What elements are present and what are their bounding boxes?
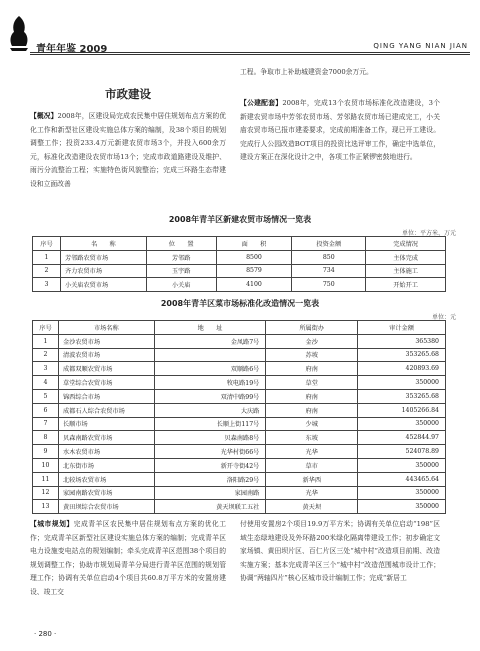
table-cell: 小关庙 [146, 278, 216, 292]
table-row [33, 389, 446, 403]
urban-planning-paragraph [30, 518, 226, 600]
table-cell: 苏坡 [266, 348, 358, 362]
table-cell: 4100 [216, 278, 292, 292]
table-row [33, 486, 446, 500]
table-row [33, 403, 446, 417]
table-cell: 850 [292, 250, 366, 264]
col-header: 序号 [33, 237, 61, 251]
table-cell: 府南 [266, 403, 358, 417]
table-cell: 3 [33, 278, 61, 292]
table-cell: 5 [33, 389, 59, 403]
table-cell: 大庆路 [154, 403, 266, 417]
col-header: 所属街办 [266, 321, 358, 335]
new-market-table [32, 236, 446, 292]
table-cell: 1 [33, 250, 61, 264]
table-cell: 家园南路农贸市场 [58, 486, 154, 500]
table-cell: 主体完成 [366, 250, 446, 264]
table-cell: 350000 [358, 417, 446, 431]
urban-planning-text: 完成青羊区农民集中居住规划布点方案的优化工作；完成青羊区新型社区建设实施总体方案的编制；完成青羊区电力设施变电站点的规划编制；牵头完成青羊区范围38个项目的规划调整工作；协助市规划局青羊分局进行青羊区范围的规划管理工作；协调有关单位启动4个项目共60.8万平方米的安置房建设、竣工交 [30, 520, 227, 596]
table-cell: 成都石人综合农贸市场 [58, 403, 154, 417]
table-header-row [33, 237, 446, 251]
table-cell: 524078.89 [358, 445, 446, 459]
continuation-text: 工程。争取市上补助城建资金7000余万元。 [240, 68, 373, 76]
table-row [33, 264, 446, 278]
col-header: 地 址 [154, 321, 266, 335]
table-cell: 3 [33, 362, 59, 376]
table-row [33, 376, 446, 390]
table-cell: 8 [33, 431, 59, 445]
table-cell: 1 [33, 334, 59, 348]
table-cell: 双清中路99号 [154, 389, 266, 403]
table-cell: 芳邻路农贸市场 [60, 250, 146, 264]
urban-planning-tag: 【城市规划】 [30, 520, 74, 528]
table-cell: 光华 [266, 445, 358, 459]
table-cell: 小关庙农贸市场 [60, 278, 146, 292]
table-cell: 草堂 [266, 376, 358, 390]
table2-title: 2008年青羊区菜市场标准化改造情况一览表 [160, 299, 320, 308]
table-cell: 8500 [216, 250, 292, 264]
table-cell: 420893.69 [358, 362, 446, 376]
table-row [33, 417, 446, 431]
table-cell: 353265.68 [358, 348, 446, 362]
urban-planning-continuation-text: 付使用安置房2个项目19.9万平方米；协调有关单位启动“198”区域生态绿地建设及外环路200米绿化隔离带建设工作；初步确定文家场镇、黄田坝片区、百仁片区三处“城中村”改造项目前期、改造实施方案；基本完成青羊区三个“城中村”改造范围城市设计工作；协调“两轴四片”核心区城市设计编制工作；完成“新居工 [240, 520, 440, 583]
section-title: 市政建设 [105, 87, 151, 101]
table-cell: 750 [292, 278, 366, 292]
table-cell: 家园南路 [154, 486, 266, 500]
table-cell: 贝森南路8号 [154, 431, 266, 445]
table-cell: 少城 [266, 417, 358, 431]
table-cell: 芳邻路 [146, 250, 216, 264]
table-cell: 13 [33, 500, 59, 514]
table-cell: 2 [33, 348, 59, 362]
page-number: · 280 · [34, 630, 57, 638]
overview-tag: 【概况】 [30, 112, 58, 120]
col-header: 名 称 [60, 237, 146, 251]
table-cell: 7 [33, 417, 59, 431]
table-cell: 新开寺街42号 [154, 458, 266, 472]
urban-planning-continuation [240, 518, 440, 586]
table-cell: 草市 [266, 458, 358, 472]
table-cell: 长顺上街117号 [154, 417, 266, 431]
table-cell: 锦西综合市场 [58, 389, 154, 403]
public-facilities-paragraph [240, 97, 440, 165]
table-row [33, 458, 446, 472]
table-cell: 东坡 [266, 431, 358, 445]
table-row [33, 362, 446, 376]
col-header: 审计金额 [358, 321, 446, 335]
col-header: 市场名称 [58, 321, 154, 335]
table-cell: 北较场农贸市场 [58, 472, 154, 486]
table-row [33, 472, 446, 486]
table-cell: 新华西 [266, 472, 358, 486]
table-cell: 洛阳路29号 [154, 472, 266, 486]
table-cell: 353265.68 [358, 389, 446, 403]
table-row [33, 500, 446, 514]
table1-unit: 单位：平方米、万元 [401, 230, 456, 237]
table-cell: 350000 [358, 376, 446, 390]
table-cell: 金沙 [266, 334, 358, 348]
public-facilities-tag: 【公建配套】 [240, 99, 283, 107]
table-cell: 府南 [266, 362, 358, 376]
table-cell: 443465.64 [358, 472, 446, 486]
col-header: 投资金额 [292, 237, 366, 251]
table-cell: 12 [33, 486, 59, 500]
table-cell: 开始开工 [366, 278, 446, 292]
col-header: 面 积 [216, 237, 292, 251]
header-rule-thin [30, 54, 470, 55]
col-header: 完成情况 [366, 237, 446, 251]
table-cell: 主体施工 [366, 264, 446, 278]
table-cell: 2 [33, 264, 61, 278]
overview-paragraph [30, 110, 226, 192]
running-head-english: QING YANG NIAN JIAN [373, 42, 468, 50]
table-cell: 水木农贸市场 [58, 445, 154, 459]
table-cell: 北东街市场 [58, 458, 154, 472]
table-row [33, 431, 446, 445]
table-cell: 11 [33, 472, 59, 486]
table-row [33, 348, 446, 362]
table-cell: 金凤路7号 [154, 334, 266, 348]
table-row [33, 250, 446, 264]
table-row [33, 278, 446, 292]
page-header [0, 0, 480, 60]
table2-unit: 单位：元 [431, 314, 456, 321]
table-row [33, 334, 446, 348]
table-cell: 350000 [358, 500, 446, 514]
yearbook-logo-icon [6, 14, 32, 52]
table-cell: 府南 [266, 389, 358, 403]
table-cell: 双顺路6号 [154, 362, 266, 376]
table-cell: 黄田坝综合农贸市场 [58, 500, 154, 514]
table-cell: 齐力农贸市场 [60, 264, 146, 278]
table-cell: 成都双顺农贸市场 [58, 362, 154, 376]
table-cell: 牧电路19号 [154, 376, 266, 390]
table-header-row [33, 321, 446, 335]
table-cell: 光华村街66号 [154, 445, 266, 459]
table-cell: 金沙农贸市场 [58, 334, 154, 348]
table-cell: 6 [33, 403, 59, 417]
public-facilities-text: 2008年，完成13个农贸市场标准化改造建设，3个新建农贸市场中芳邻农贸市场、芳邻路农贸市场已建成完工，小关庙农贸市场已报市建委要求，完成前期准备工作，现已开工建设。完成行人公园改造BOT项目的投资比选评审工作，确定中选单位，建设方案正在深化设计之中，各项工作正紧锣密鼓地进行。 [240, 99, 440, 162]
table-cell: 黄天坝 [266, 500, 358, 514]
table-cell: 350000 [358, 486, 446, 500]
running-head-title: 青年年鉴 2009 [36, 44, 108, 55]
table-cell: 1405266.84 [358, 403, 446, 417]
table-cell: 贝森南路农贸市场 [58, 431, 154, 445]
table-cell: 黄天坝联工五社 [154, 500, 266, 514]
table-cell: 734 [292, 264, 366, 278]
table-cell: 10 [33, 458, 59, 472]
table-cell: 玉宇路 [146, 264, 216, 278]
table-cell: 4 [33, 376, 59, 390]
overview-text: 2008年，区建设局完成农民集中居住规划布点方案的优化工作和新型社区建设实施总体方案的编制，及38个项目的规划调整工作；投资233.4万元新建农贸市场3个，并投入600余万元，标准化改造建设农贸市场13个；完成市政道路建设及维护、雨污分流整治工程；实施特色街风貌整治；完成三环路生态带建设和立面改善 [30, 112, 227, 188]
table-cell: 草堂综合农贸市场 [58, 376, 154, 390]
table-cell: 452844.97 [358, 431, 446, 445]
table-cell: 清波农贸市场 [58, 348, 154, 362]
col-header: 序号 [33, 321, 59, 335]
table-cell [154, 348, 266, 362]
table-cell: 光华 [266, 486, 358, 500]
table-cell: 350000 [358, 458, 446, 472]
table1-title: 2008年青羊区新建农贸市场情况一览表 [168, 215, 312, 224]
table-row [33, 445, 446, 459]
continuation-paragraph [240, 66, 440, 80]
header-rule [30, 52, 470, 53]
col-header: 位 置 [146, 237, 216, 251]
table-cell: 长顺市场 [58, 417, 154, 431]
market-renovation-table [32, 320, 446, 514]
table-cell: 8579 [216, 264, 292, 278]
table-cell: 365380 [358, 334, 446, 348]
table-cell: 9 [33, 445, 59, 459]
